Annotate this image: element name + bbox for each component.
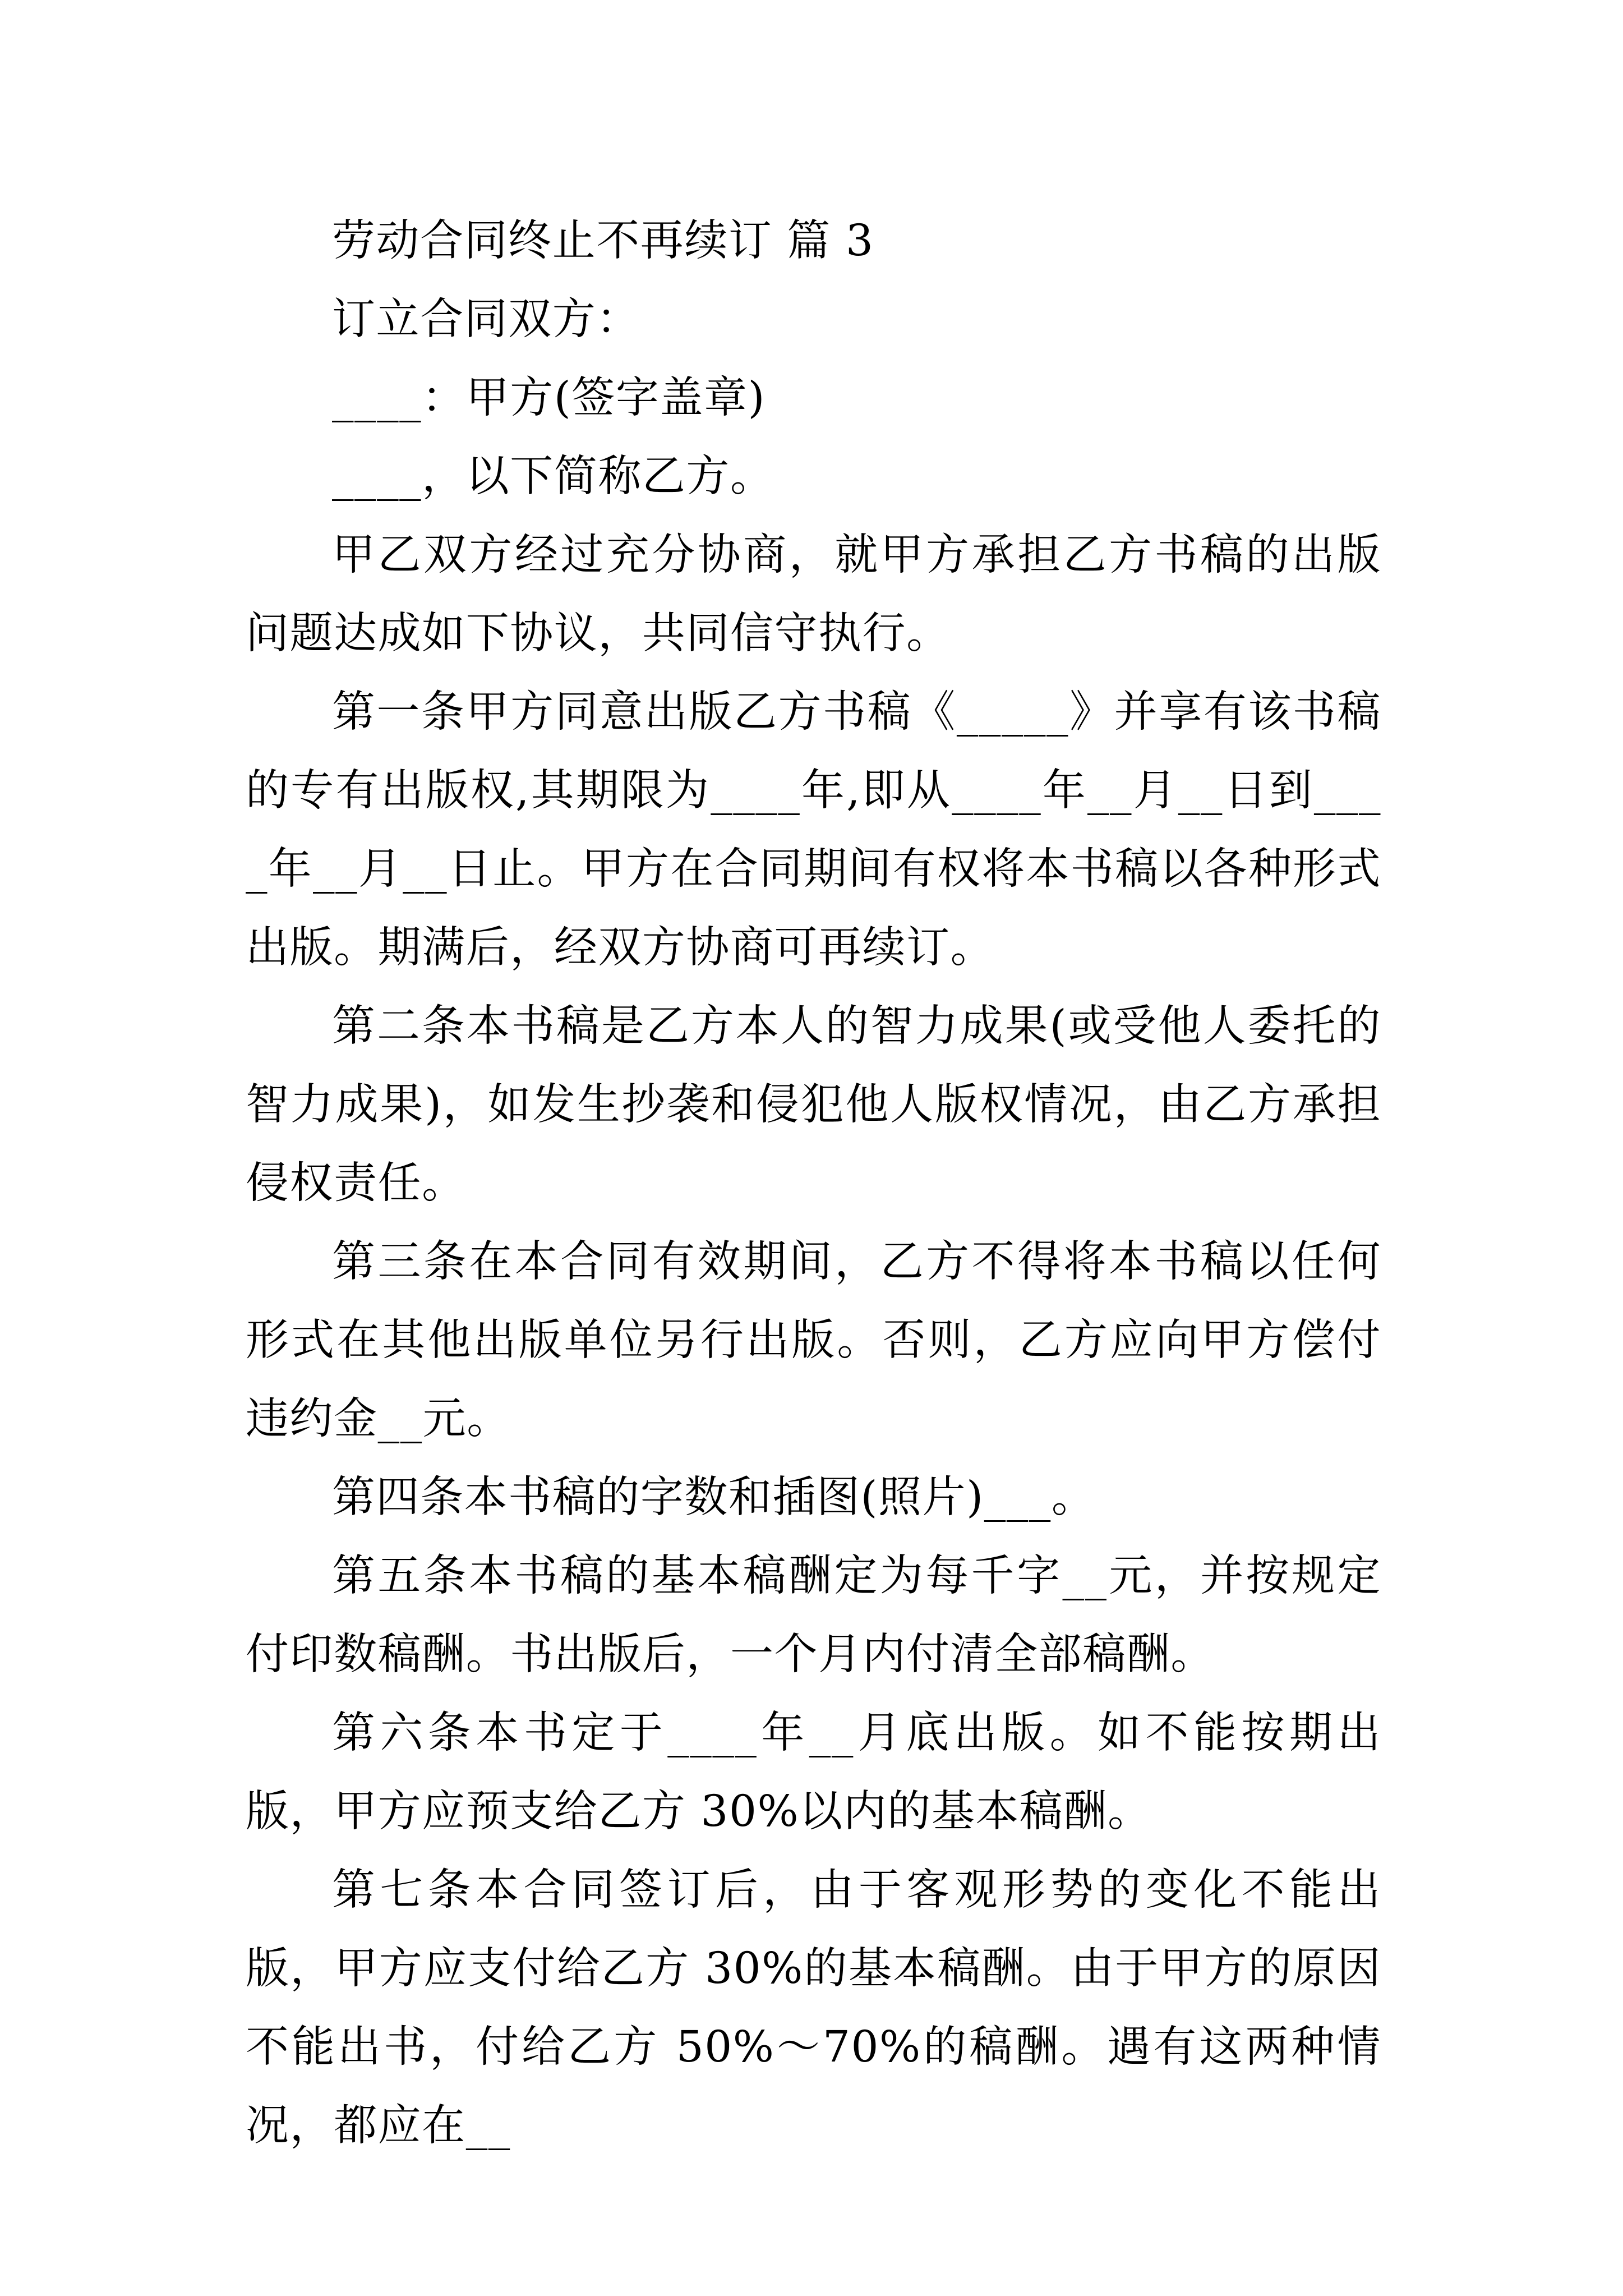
article-4-paragraph: 第四条本书稿的字数和插图(照片)___。 (332, 1473, 1096, 1522)
article-6-paragraph: 第六条本书定于____年__月底出版。如不能按期出版，甲方应预支给乙方 30%以内的基本稿酬。 (246, 1708, 1381, 1837)
party-b-line: ____，以下简称乙方。 (332, 452, 774, 501)
article-2-paragraph: 第二条本书稿是乙方本人的智力成果(或受他人委托的智力成果)，如发生抄袭和侵犯他人版权情况，由乙方承担侵权责任。 (246, 1001, 1381, 1208)
article-3-paragraph: 第三条在本合同有效期间，乙方不得将本书稿以任何形式在其他出版单位另行出版。否则，乙方应向甲方偿付违约金__元。 (246, 1237, 1381, 1444)
article-5-paragraph: 第五条本书稿的基本稿酬定为每千字__元，并按规定付印数稿酬。书出版后，一个月内付清全部稿酬。 (246, 1551, 1381, 1680)
party-a-line: ____：甲方(签字盖章) (332, 373, 766, 423)
article-1-paragraph: 第一条甲方同意出版乙方书稿《_____》并享有该书稿的专有出版权,其期限为____年,即从____年__月__日到____年__月__日止。甲方在合同期间有权将本书稿以各种形式出版。期满后，经双方协商可再续订。 (246, 687, 1381, 973)
article-7-paragraph: 第七条本合同签订后，由于客观形势的变化不能出版，甲方应支付给乙方 30%的基本稿酬。由于甲方的原因不能出书，付给乙方 50%～70%的稿酬。遇有这两种情况，都应在__ (246, 1865, 1381, 2151)
contract-parties-heading: 订立合同双方： (332, 295, 640, 344)
document-body (246, 202, 1381, 2165)
document-title: 劳动合同终止不再续订 篇 3 (332, 216, 874, 266)
preamble-paragraph: 甲乙双方经过充分协商，就甲方承担乙方书稿的出版问题达成如下协议，共同信守执行。 (246, 530, 1381, 659)
